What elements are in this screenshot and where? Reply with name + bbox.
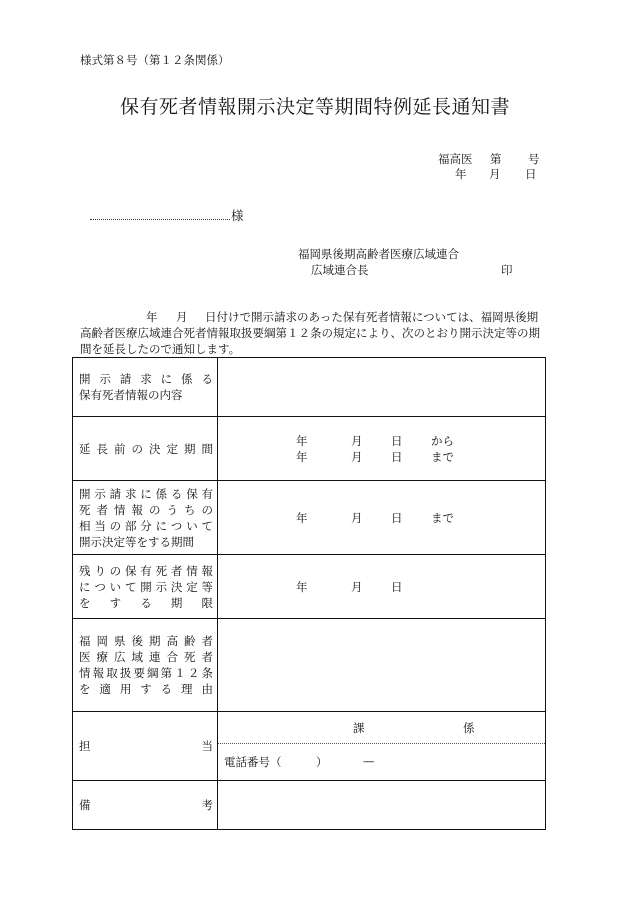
value-remarks[interactable] — [218, 781, 546, 830]
label-char: り — [94, 563, 106, 578]
date-to — [218, 449, 545, 465]
label-char: 開 — [79, 486, 91, 501]
label-char: 報 — [201, 563, 213, 578]
label-char: 岡 — [96, 634, 108, 648]
label-original-period — [73, 417, 218, 481]
tsuki-label: 月 — [351, 449, 363, 464]
label-partial-period — [73, 481, 218, 555]
label-char: の — [109, 563, 122, 578]
label-char: に — [79, 579, 91, 594]
label-char: 求 — [124, 486, 137, 501]
value-original-period[interactable] — [218, 417, 546, 481]
label-char: 用 — [119, 682, 132, 696]
tsuki-label: 月 — [351, 510, 363, 525]
label-line — [79, 486, 213, 502]
made-label: まで — [431, 510, 454, 525]
label-char: 延 — [79, 441, 91, 456]
label-char: 者 — [170, 563, 183, 578]
label-char: 定 — [166, 441, 178, 456]
label-char: て — [201, 518, 213, 533]
label-char: を — [79, 595, 91, 610]
label-char: 相 — [79, 518, 91, 533]
label-char: 域 — [131, 650, 143, 664]
label-line — [79, 665, 213, 681]
label-char: す — [140, 682, 152, 696]
label-char: 担 — [79, 739, 91, 753]
label-line — [79, 518, 213, 534]
label-char: 情 — [114, 502, 126, 517]
label-contact — [73, 712, 218, 781]
label-char: １ — [174, 666, 186, 680]
value-remaining-deadline[interactable] — [218, 555, 546, 619]
label-char: 死 — [79, 502, 91, 517]
doc-ref-dai: 第 — [490, 152, 502, 166]
label-char: 報 — [92, 666, 105, 680]
date-hi: 日 — [525, 167, 537, 181]
seal-mark: 印 — [501, 263, 513, 277]
label-char: る — [140, 595, 152, 610]
label-char: 当 — [201, 739, 213, 753]
date-deadline — [218, 579, 545, 595]
row-request-content — [73, 358, 546, 417]
tsuki-label: 月 — [351, 433, 363, 448]
row-partial-period — [73, 481, 546, 555]
label-char: ち — [184, 502, 196, 517]
label-char: 示 — [99, 372, 111, 386]
phone-label: 電話番号（ — [224, 755, 282, 769]
label-char: 保 — [186, 486, 198, 501]
label-char: 長 — [96, 441, 108, 456]
sender-org: 福岡県後期高齢者医療広域連合 — [298, 247, 459, 261]
body-nen: 年 — [146, 310, 158, 324]
label-char: 齢 — [184, 634, 196, 648]
label-char: 限 — [201, 595, 213, 610]
label-char: 条 — [201, 666, 213, 680]
label-char: 示 — [94, 486, 106, 501]
phone-close: ） — [316, 755, 328, 769]
label-char: 福 — [79, 634, 91, 648]
label-char: 求 — [140, 372, 152, 386]
body-tsuki: 月 — [176, 310, 188, 324]
row-remarks — [73, 781, 546, 830]
label-char: 保 — [124, 563, 137, 578]
label-char: 期 — [170, 595, 183, 610]
label-line — [79, 563, 213, 579]
hi-label: 日 — [391, 449, 403, 464]
label-char: 定 — [186, 579, 198, 594]
extension-table — [72, 357, 546, 830]
label-remarks — [73, 781, 218, 830]
label-char: 請 — [119, 372, 132, 386]
row-contact — [73, 712, 546, 781]
doc-ref-prefix: 福高医 — [438, 152, 473, 166]
label-char: 備 — [79, 798, 91, 812]
label-char: 係 — [181, 372, 193, 386]
label-char: 者 — [201, 650, 213, 664]
label-char: る — [201, 372, 213, 386]
document-title: 保有死者情報開示決定等期間特例延長通知書 — [119, 96, 510, 118]
label-char: る — [170, 486, 183, 501]
value-reason[interactable] — [218, 619, 546, 712]
label-char: 示 — [155, 579, 168, 594]
label-char: 医 — [79, 650, 91, 664]
label-char: 前 — [114, 441, 126, 456]
label-char: 者 — [96, 502, 108, 517]
nen-label: 年 — [296, 433, 308, 448]
tsuki-label: 月 — [351, 579, 363, 594]
hi-label: 日 — [391, 510, 403, 525]
label-char: 当 — [94, 518, 106, 533]
label-char: ２ — [187, 666, 200, 680]
label-char: を — [79, 682, 91, 696]
label-char: 残 — [79, 563, 91, 578]
form-number: 様式第８号（第１２条関係） — [80, 53, 230, 67]
label-line — [79, 797, 213, 813]
label-line — [79, 633, 213, 649]
made-label: まで — [431, 449, 454, 464]
value-partial-period[interactable] — [218, 481, 546, 555]
label-char: 後 — [131, 634, 143, 648]
label-char: に — [160, 372, 173, 386]
label-line — [79, 681, 213, 697]
label-char: の — [149, 502, 161, 517]
label-line: 開示決定等をする期間 — [79, 534, 194, 549]
label-char: 死 — [155, 563, 168, 578]
nen-label: 年 — [296, 449, 308, 464]
label-char: 有 — [140, 563, 152, 578]
body-line3: 間を延長したので通知します。 — [80, 342, 241, 356]
label-char: 係 — [155, 486, 168, 501]
label-char: 考 — [201, 798, 213, 812]
label-char: 高 — [166, 634, 178, 648]
doc-ref-go: 号 — [528, 152, 540, 166]
label-line — [79, 738, 213, 754]
label-char: 分 — [140, 518, 152, 533]
row-remaining-deadline — [73, 555, 546, 619]
label-char: 者 — [201, 634, 213, 648]
label-char: の — [109, 518, 122, 533]
body-line1: 日付けで開示請求のあった保有死者情報については、福岡県後期 — [205, 310, 539, 324]
nen-label: 年 — [296, 510, 308, 525]
label-char: 報 — [131, 502, 143, 517]
label-char: う — [166, 502, 178, 517]
date-nen: 年 — [455, 167, 467, 181]
label-char: 期 — [184, 441, 196, 456]
label-char: 適 — [99, 682, 111, 696]
date-tsuki: 月 — [489, 167, 501, 181]
kakari-label: 係 — [463, 721, 475, 735]
label-char: の — [201, 502, 213, 517]
label-char: 扱 — [119, 666, 132, 680]
label-char: い — [109, 579, 122, 594]
label-char: の — [131, 441, 143, 456]
row-original-period — [73, 417, 546, 481]
label-char: す — [109, 595, 122, 610]
label-char: い — [186, 518, 198, 533]
contact-dept[interactable] — [218, 712, 545, 744]
label-line — [79, 595, 213, 611]
label-char: 開 — [140, 579, 152, 594]
recipient-line[interactable] — [90, 219, 230, 220]
label-char: 取 — [106, 666, 118, 680]
label-char: 間 — [201, 441, 213, 456]
value-request-content[interactable] — [218, 358, 546, 417]
label-line — [79, 579, 213, 595]
label-char: 綱 — [147, 666, 159, 680]
label-char: 期 — [149, 634, 161, 648]
label-char: 第 — [160, 666, 173, 680]
label-char: 情 — [186, 563, 198, 578]
recipient-suffix: 様 — [231, 208, 244, 223]
label-line — [79, 441, 213, 457]
phone-dash: — — [363, 754, 375, 768]
date-partial — [218, 510, 545, 526]
label-char: 情 — [79, 666, 91, 680]
label-remaining-deadline — [73, 555, 218, 619]
label-line: 保有死者情報の内容 — [79, 388, 183, 402]
hi-label: 日 — [391, 433, 403, 448]
label-char: 要 — [133, 666, 145, 680]
label-line — [79, 502, 213, 518]
row-reason — [73, 619, 546, 712]
label-char: 等 — [201, 579, 213, 594]
label-char: 県 — [114, 634, 126, 648]
label-char: 有 — [201, 486, 213, 501]
body-line2: 高齢者医療広域連合死者情報取扱要綱第１２条の規定により、次のとおり開示決定等の期 — [80, 326, 540, 340]
label-char: 死 — [184, 650, 196, 664]
sender-title: 広域連合長 — [311, 263, 369, 277]
label-char: 療 — [96, 650, 108, 664]
contact-phone[interactable] — [218, 744, 545, 780]
hi-label: 日 — [391, 579, 403, 594]
label-char: 決 — [149, 441, 161, 456]
label-line — [79, 649, 213, 665]
ka-label: 課 — [353, 721, 365, 735]
label-char: 部 — [124, 518, 137, 533]
label-char: つ — [94, 579, 106, 594]
label-char: に — [140, 486, 152, 501]
label-char: 決 — [170, 579, 183, 594]
label-char: つ — [170, 518, 183, 533]
label-char: 広 — [114, 650, 126, 664]
label-char: 理 — [181, 682, 193, 696]
label-char: て — [124, 579, 137, 594]
label-char: に — [155, 518, 168, 533]
label-char: 開 — [79, 372, 91, 386]
value-contact — [218, 712, 546, 781]
label-reason — [73, 619, 218, 712]
date-from — [218, 433, 545, 449]
label-char: 連 — [149, 650, 161, 664]
label-char: 請 — [109, 486, 122, 501]
label-char: 合 — [166, 650, 178, 664]
label-char: 由 — [201, 682, 213, 696]
kara-label: から — [431, 433, 454, 448]
label-request-content — [73, 358, 218, 417]
label-line — [79, 371, 213, 387]
label-char: る — [160, 682, 173, 696]
nen-label: 年 — [296, 579, 308, 594]
